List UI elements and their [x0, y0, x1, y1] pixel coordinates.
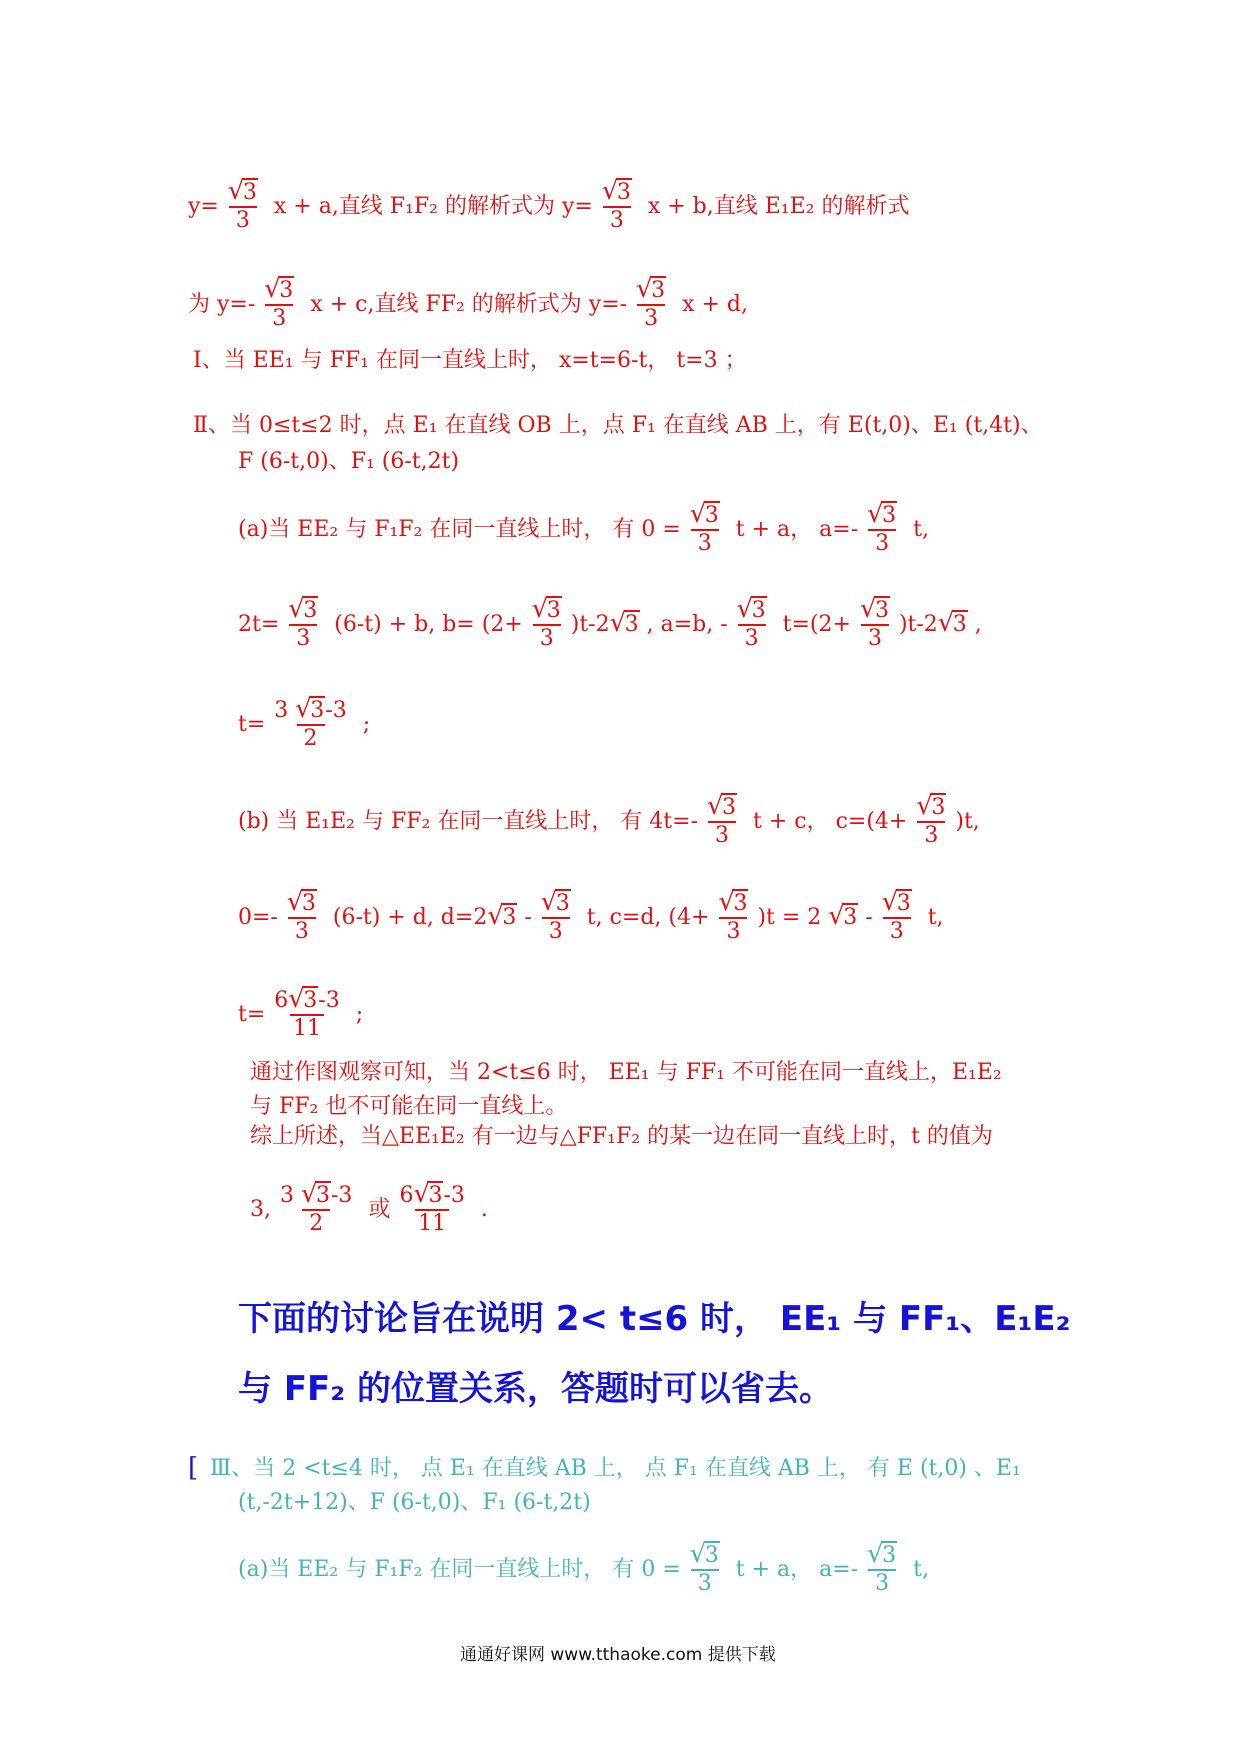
case-2a-line-1: (a)当 EE₂ 与 F₁F₂ 在同一直线上时， 有 0 = √ 3 3 t + a， a=- √ 3 3 t, [238, 499, 929, 556]
fraction-sqrt3-over-3: √ 3 3 [286, 887, 316, 944]
case-2b-line-1: (b) 当 E₁E₂ 与 FF₂ 在同一直线上时， 有 4t=- √ 3 3 t + c， c=(4+ √ 3 3 )t, [238, 791, 980, 848]
fraction-sqrt3-over-3: √ 3 3 [531, 594, 561, 651]
sqrt3: √ 3 [487, 901, 517, 931]
fraction-sqrt3-over-3: √ 3 3 [689, 499, 719, 556]
fraction-6sqrt3-minus-3-over-11: 6 √ 3-3 11 [399, 1179, 465, 1236]
fraction-sqrt3-over-3: √ 3 3 [601, 176, 631, 233]
case-3-line-1: Ⅲ、当 2 <t≤4 时， 点 E₁ 在直线 AB 上， 点 F₁ 在直线 AB 上， 有 E (t,0) 、E₁ [210, 1456, 1021, 1481]
fraction-sqrt3-over-3: √ 3 3 [718, 887, 748, 944]
fraction-3sqrt3-minus-3-over-2: 3 √ 3-3 2 [274, 694, 347, 751]
fraction-3sqrt3-minus-3-over-2: 3 √ 3-3 2 [280, 1179, 353, 1236]
case-3a-line: (a)当 EE₂ 与 F₁F₂ 在同一直线上时， 有 0 = √ 3 3 t + a， a=- √ 3 3 t, [238, 1539, 929, 1596]
case-2-line-2: F (6-t,0)、F₁ (6-t,2t) [238, 449, 460, 474]
case-2a-line-2: 2t= √ 3 3 (6-t) + b, b= (2+ √ 3 3 )t-2 √ 3 , a=b, - √ 3 3 t=(2+ √ 3 3 )t-2 √ 3 , [238, 594, 982, 651]
fraction-sqrt3-over-3: √ 3 3 [707, 791, 737, 848]
fraction-sqrt3-over-3: √ 3 3 [227, 176, 257, 233]
case-2b-result: t= 6 √ 3-3 11 ; [238, 984, 364, 1041]
fraction-sqrt3-over-3: √ 3 3 [867, 1539, 897, 1596]
discussion-heading-1: 下面的讨论旨在说明 2< t≤6 时， EE₁ 与 FF₁、E₁E₂ [238, 1299, 1071, 1339]
case-2-line-1: Ⅱ、当 0≤t≤2 时，点 E₁ 在直线 OB 上，点 F₁ 在直线 AB 上，有 E(t,0)、E₁ (t,4t)、 [193, 413, 1043, 438]
case-2b-line-2: 0=- √ 3 3 (6-t) + d, d=2 √ 3 - √ 3 3 t, c=d, (4+ √ 3 3 )t = 2 √ 3 - √ 3 3 t, [238, 887, 944, 944]
summary-line: 综上所述，当△EE₁E₂ 有一边与△FF₁F₂ 的某一边在同一直线上时，t 的值为 [250, 1124, 993, 1149]
observation-line-1: 通过作图观察可知，当 2<t≤6 时， EE₁ 与 FF₁ 不可能在同一直线上，E₁E₂ [250, 1060, 1002, 1085]
bracket-mark: [ [188, 1453, 199, 1483]
line-1: y= √ 3 3 x + a,直线 F₁F₂ 的解析式为 y= √ 3 3 x + b,直线 E₁E₂ 的解析式 [188, 176, 910, 233]
summary-answer: 3, 3 √ 3-3 2 或 6 √ 3-3 11 . [250, 1179, 488, 1236]
case-3-line-2: (t,-2t+12)、F (6-t,0)、F₁ (6-t,2t) [238, 1490, 591, 1515]
fraction-sqrt3-over-3: √ 3 3 [859, 594, 889, 651]
observation-line-2: 与 FF₂ 也不可能在同一直线上。 [250, 1094, 568, 1119]
fraction-6sqrt3-minus-3-over-11: 6 √ 3-3 11 [274, 984, 340, 1041]
sqrt3: √ 3 [937, 608, 967, 638]
fraction-sqrt3-over-3: √ 3 3 [867, 499, 897, 556]
sqrt3: √ 3 [828, 901, 858, 931]
fraction-sqrt3-over-3: √ 3 3 [916, 791, 946, 848]
fraction-sqrt3-over-3: √ 3 3 [636, 274, 666, 331]
case-1-line: Ⅰ、当 EE₁ 与 FF₁ 在同一直线上时， x=t=6-t， t=3 ； [193, 348, 747, 373]
fraction-sqrt3-over-3: √ 3 3 [264, 274, 294, 331]
fraction-sqrt3-over-3: √ 3 3 [736, 594, 766, 651]
case-2a-result: t= 3 √ 3-3 2 ; [238, 694, 371, 751]
sqrt3: √ 3 [609, 608, 639, 638]
discussion-heading-2: 与 FF₂ 的位置关系，答题时可以省去。 [238, 1369, 834, 1409]
fraction-sqrt3-over-3: √ 3 3 [288, 594, 318, 651]
fraction-sqrt3-over-3: √ 3 3 [689, 1539, 719, 1596]
page-footer: 通通好课网 www.tthaoke.com 提供下载 [460, 1645, 776, 1665]
fraction-sqrt3-over-3: √ 3 3 [540, 887, 570, 944]
line-2: 为 y=- √ 3 3 x + c,直线 FF₂ 的解析式为 y=- √ 3 3 x + d, [188, 274, 748, 331]
fraction-sqrt3-over-3: √ 3 3 [881, 887, 911, 944]
